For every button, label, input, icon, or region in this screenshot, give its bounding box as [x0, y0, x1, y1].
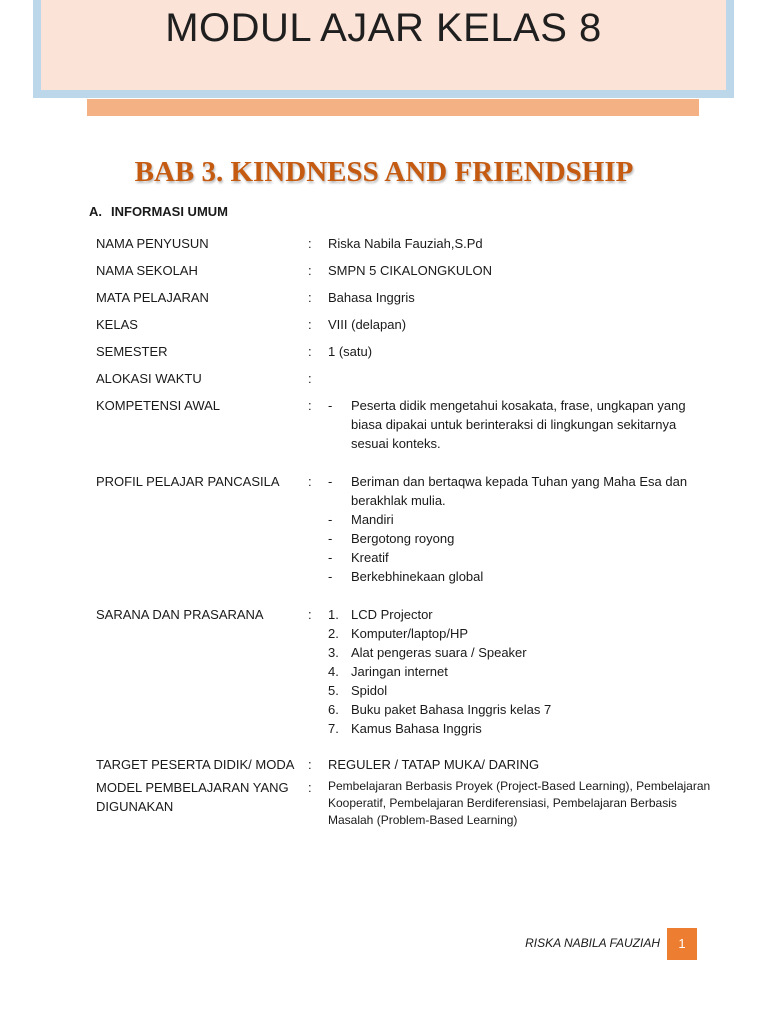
number-mark: 5. [328, 683, 339, 698]
number-mark: 6. [328, 702, 339, 717]
row-colon: : [308, 344, 312, 359]
row-label: MODEL PEMBELAJARAN YANG DIGUNAKAN [96, 780, 289, 814]
bullet-mark: - [328, 398, 333, 413]
list-item-text: Buku paket Bahasa Inggris kelas 7 [351, 702, 552, 717]
list-item-text: Komputer/laptop/HP [351, 626, 469, 641]
bullet-mark: - [328, 550, 333, 565]
row-value: Pembelajaran Berbasis Proyek (Project-Based Learning), Pembelajaran Kooperatif, Pembelajaran Berdiferensiasi, Pembelajaran Berbasis Masalah (Problem-Based Learning) [328, 779, 711, 827]
row-value: Riska Nabila Fauziah,S.Pd [328, 236, 483, 251]
list-item-text: Peserta didik mengetahui kosakata, frase, ungkapan yang biasa dipakai untuk berinteraksi di lingkungan sekitarnya sesuai konteks. [351, 398, 686, 451]
row-label: KOMPETENSI AWAL [96, 398, 221, 413]
list-item-text: Jaringan internet [351, 664, 448, 679]
row-label: TARGET PESERTA DIDIK/ MODA [96, 757, 295, 772]
row-value [328, 396, 716, 453]
number-mark: 2. [328, 626, 339, 641]
row-value [328, 369, 716, 388]
row-label: NAMA PENYUSUN [96, 236, 209, 251]
row-colon: : [308, 780, 312, 795]
row-value: REGULER / TATAP MUKA/ DARING [328, 757, 540, 772]
list-item-text: Berkebhinekaan global [351, 569, 484, 584]
list-item [328, 567, 716, 586]
row-colon: : [308, 236, 312, 251]
header-accent-bar [87, 99, 699, 116]
list-item [328, 396, 716, 453]
bullet-mark: - [328, 569, 333, 584]
row-label: SARANA DAN PRASARANA [96, 607, 264, 622]
bullet-mark: - [328, 531, 333, 546]
row-label: PROFIL PELAJAR PANCASILA [96, 474, 280, 489]
row-penyusun [96, 234, 716, 253]
row-colon: : [308, 317, 312, 332]
row-kompetensi [96, 396, 716, 453]
list-item [328, 681, 716, 700]
row-colon: : [308, 290, 312, 305]
row-target [96, 755, 716, 774]
bullet-mark: - [328, 512, 333, 527]
footer-author: RISKA NABILA FAUZIAH [525, 936, 660, 950]
list-item-text: Kamus Bahasa Inggris [351, 721, 482, 736]
bullet-mark: - [328, 474, 333, 489]
row-semester [96, 342, 716, 361]
row-model [96, 778, 716, 829]
row-mapel [96, 288, 716, 307]
row-colon: : [308, 607, 312, 622]
chapter-title: BAB 3. KINDNESS AND FRIENDSHIP [134, 156, 634, 188]
number-mark: 7. [328, 721, 339, 736]
list-item [328, 700, 716, 719]
list-item [328, 510, 716, 529]
number-mark: 1. [328, 607, 339, 622]
list-item [328, 643, 716, 662]
list-item-text: Kreatif [351, 550, 389, 565]
row-alokasi [96, 369, 716, 388]
number-mark: 4. [328, 664, 339, 679]
list-item [328, 472, 716, 510]
row-label: KELAS [96, 317, 138, 332]
list-item [328, 662, 716, 681]
row-label: NAMA SEKOLAH [96, 263, 198, 278]
row-value: SMPN 5 CIKALONGKULON [328, 263, 492, 278]
row-sekolah [96, 261, 716, 280]
row-value: Bahasa Inggris [328, 290, 415, 305]
list-item-text: Beriman dan bertaqwa kepada Tuhan yang Maha Esa dan berakhlak mulia. [351, 474, 688, 508]
list-item [328, 719, 716, 738]
row-colon: : [308, 474, 312, 489]
list-item-text: Spidol [351, 683, 388, 698]
module-title: MODUL AJAR KELAS 8 [165, 6, 602, 50]
row-value [328, 605, 716, 738]
row-kelas [96, 315, 716, 334]
section-title: INFORMASI UMUM [111, 204, 228, 219]
row-colon: : [308, 398, 312, 413]
row-value [328, 472, 716, 586]
row-value: VIII (delapan) [328, 317, 407, 332]
list-item-text: LCD Projector [351, 607, 433, 622]
list-item-text: Alat pengeras suara / Speaker [351, 645, 527, 660]
row-label: MATA PELAJARAN [96, 290, 209, 305]
list-item [328, 624, 716, 643]
row-sarana [96, 605, 716, 738]
row-colon: : [308, 263, 312, 278]
kompetensi-list [328, 396, 716, 453]
section-letter: A. [89, 204, 102, 219]
row-profil [96, 472, 716, 586]
row-value: 1 (satu) [328, 344, 373, 359]
profil-list [328, 472, 716, 586]
row-colon: : [308, 371, 312, 386]
list-item [328, 548, 716, 567]
number-mark: 3. [328, 645, 339, 660]
section-heading [89, 204, 228, 220]
page-number: 1 [667, 928, 697, 960]
list-item [328, 605, 716, 624]
row-label: ALOKASI WAKTU [96, 371, 202, 386]
list-item [328, 529, 716, 548]
list-item-text: Bergotong royong [351, 531, 455, 546]
sarana-list [328, 605, 716, 738]
row-label: SEMESTER [96, 344, 168, 359]
list-item-text: Mandiri [351, 512, 394, 527]
info-table [96, 234, 716, 837]
row-colon: : [308, 757, 312, 772]
